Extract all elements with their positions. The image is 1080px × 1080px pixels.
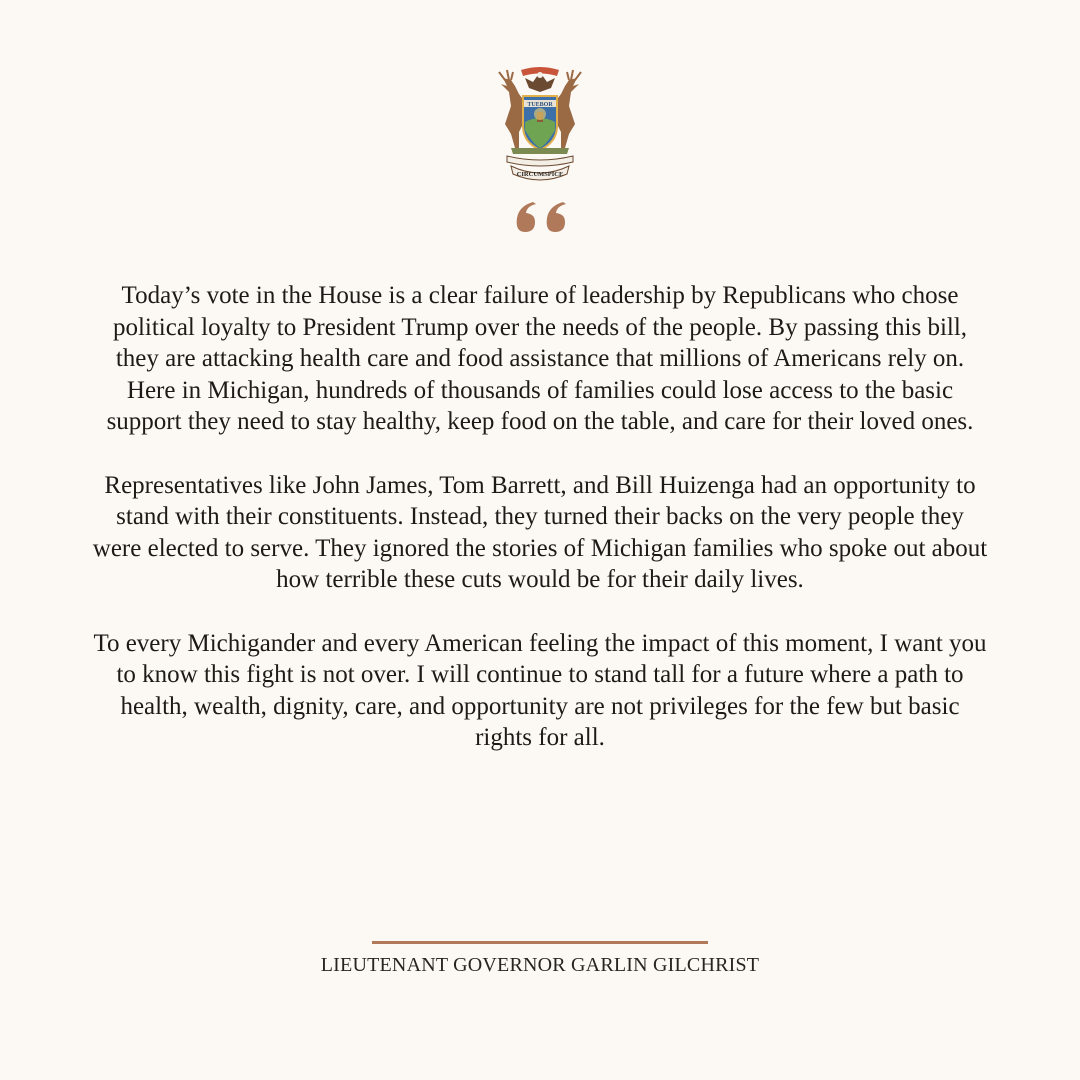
statement-body	[90, 280, 990, 786]
statement-paragraph: Representatives like John James, Tom Barrett, and Bill Huizenga had an opportunity to stand with their constituents. Instead, they turned their backs on the very people they were elected to serve. They ignored the stories of Michigan families who spoke out about how terrible these cuts would be for their daily lives.	[92, 471, 988, 593]
signature-divider	[372, 941, 708, 944]
seal-motto-circumspice: CIRCUMSPICE	[516, 171, 564, 178]
statement-paragraph: Today’s vote in the House is a clear failure of leadership by Republicans who chose political loyalty to President Trump over the needs of the people. By passing this bill, they are attacking health care and food assistance that millions of Americans rely on. Here in Michigan, hundreds of thousands of families could lose access to the basic support they need to stay healthy, keep food on the table, and care for their loved ones.	[106, 282, 974, 435]
michigan-seal-icon	[489, 62, 591, 184]
statement-paragraph: To every Michigander and every American feeling the impact of this moment, I want you to know this fight is not over. I will continue to stand tall for a future where a path to health, wealth, dignity, care, and opportunity are not privileges for the few but basic rights for all.	[93, 629, 987, 751]
seal-motto-tuebor: TUEBOR	[527, 102, 553, 108]
signature-attribution: LIEUTENANT GOVERNOR GARLIN GILCHRIST	[320, 954, 760, 976]
open-quote-icon	[509, 188, 571, 236]
